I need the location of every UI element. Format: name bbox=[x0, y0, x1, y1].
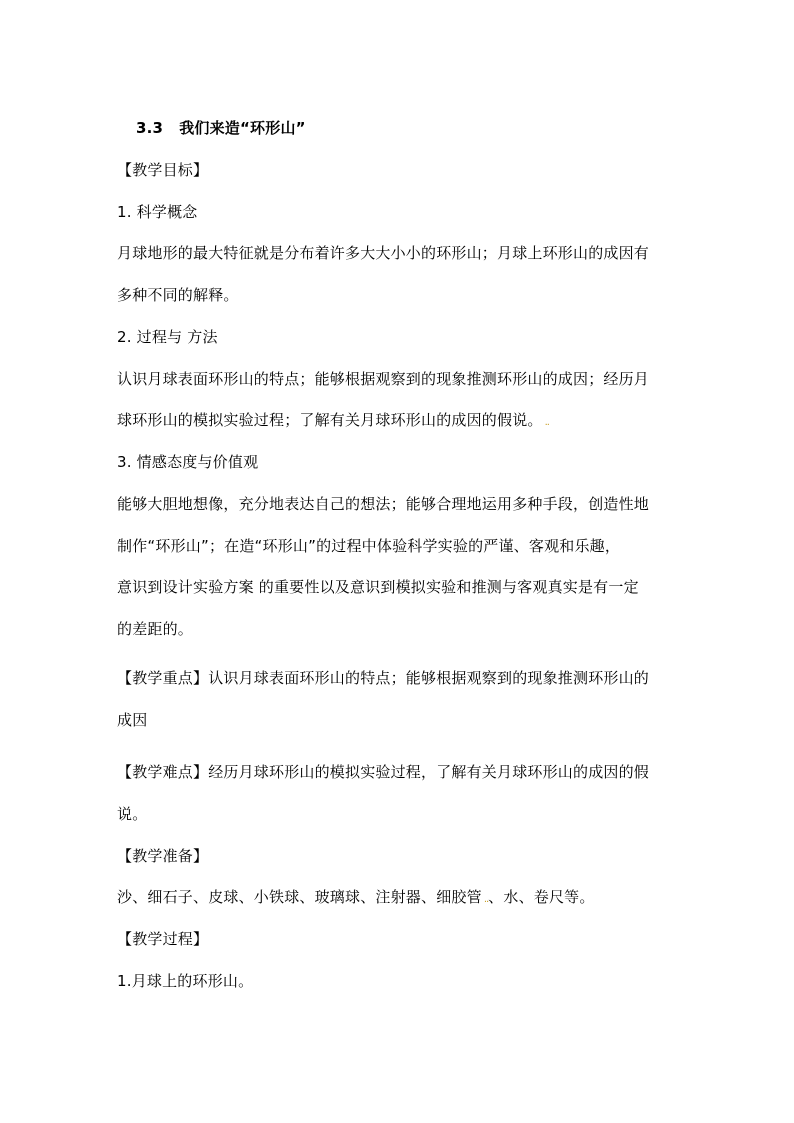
edit-mark-dots: .. bbox=[483, 894, 489, 905]
goal2-text-line1: 认识月球表面环形山的特点；能够根据观察到的现象推测环形山的成因；经历月 bbox=[117, 370, 650, 388]
key-points-line2: 成因 bbox=[117, 711, 148, 729]
goal3-text-line1: 能够大胆地想像，充分地表达自己的想法；能够合理地运用多种手段，创造性地 bbox=[117, 495, 650, 513]
lesson-number: 3.3 bbox=[136, 119, 164, 137]
lesson-title-text: 我们来造“环形山” bbox=[179, 119, 306, 137]
goal3-heading: 3. 情感态度与价值观 bbox=[117, 453, 259, 471]
preparation-heading: 【教学准备】 bbox=[117, 847, 209, 865]
preparation-materials-part1: 沙、细石子、皮球、小铁球、玻璃球、注射器、细胶管 bbox=[117, 888, 482, 906]
difficulty-label: 【教学难点】 bbox=[117, 763, 209, 781]
key-points-label: 【教学重点】 bbox=[117, 669, 209, 687]
process-item-1: 1.月球上的环形山。 bbox=[117, 972, 254, 990]
lesson-title bbox=[136, 118, 306, 138]
goal2-heading: 2. 过程与 方法 bbox=[117, 328, 218, 346]
key-points-text: 认识月球表面环形山的特点；能够根据观察到的现象推测环形山的 bbox=[208, 669, 650, 687]
goal2-text-line2 bbox=[117, 410, 549, 433]
key-points-line1 bbox=[117, 668, 649, 688]
goal1-text-line1: 月球地形的最大特征就是分布着许多大大小小的环形山；月球上环形山的成因有 bbox=[117, 244, 650, 262]
preparation-materials-part2: 、水、卷尺等。 bbox=[488, 888, 595, 906]
edit-mark-dots: .. bbox=[544, 417, 549, 428]
goal1-text-line2: 多种不同的解释。 bbox=[117, 286, 239, 304]
goal3-text-line2: 制作“环形山”；在造“环形山”的过程中体验科学实验的严谨、客观和乐趣， bbox=[117, 537, 621, 555]
section-goals-heading: 【教学目标】 bbox=[117, 161, 209, 179]
goal1-heading: 1. 科学概念 bbox=[117, 203, 198, 221]
preparation-materials bbox=[117, 887, 595, 910]
goal3-text-line3: 意识到设计实验方案 的重要性以及意识到模拟实验和推测与客观真实是有一定 bbox=[117, 578, 639, 596]
difficulty-line1 bbox=[117, 762, 649, 782]
difficulty-line2: 说。 bbox=[117, 805, 148, 823]
process-heading: 【教学过程】 bbox=[117, 930, 209, 948]
goal3-text-line4: 的差距的。 bbox=[117, 620, 194, 638]
goal2-text-line2-content: 球环形山的模拟实验过程；了解有关月球环形山的成因的假说。 bbox=[117, 411, 543, 429]
difficulty-text: 经历月球环形山的模拟实验过程，了解有关月球环形山的成因的假 bbox=[208, 763, 650, 781]
